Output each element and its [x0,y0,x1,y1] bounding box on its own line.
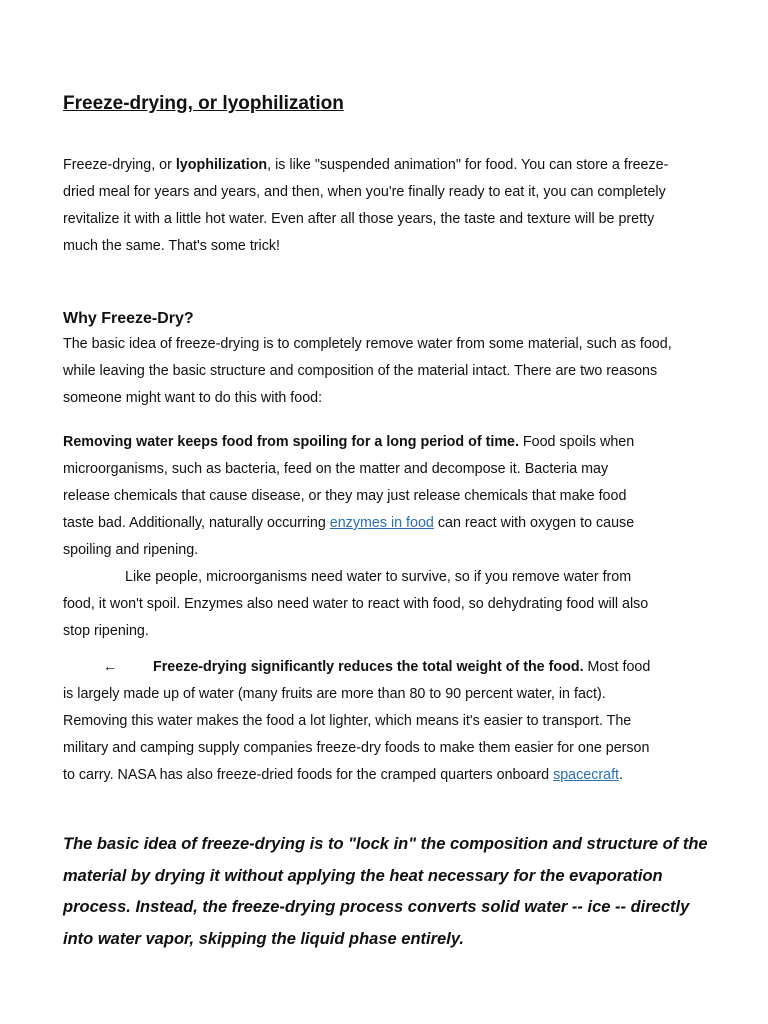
spoil-text: can react with oxygen to cause [433,515,635,531]
weight-text: Most food [583,659,651,675]
intro-line-1 [63,152,713,179]
intro-line-4: much the same. That's some trick! [63,238,280,254]
spoil-line-1 [63,429,713,456]
emphasis-line-3: process. Instead, the freeze-drying process converts solid water -- ice -- directly [63,898,690,916]
weight-line-3: Removing this water makes the food a lot lighter, which means it's easier to transport. The [63,713,632,729]
spoil-line-4 [63,510,713,537]
weight-bold-lead: Freeze-drying significantly reduces the total weight of the food. [153,659,584,675]
emphasis-paragraph [63,829,723,955]
emphasis-line-2: material by drying it without applying the heat necessary for the evaporation [63,866,663,885]
spoil-bold-lead: Removing water keeps food from spoiling for a long period of time. [63,434,519,450]
why-paragraph [63,331,713,412]
why-line-1: The basic idea of freeze-drying is to completely remove water from some material, such as food, [63,336,672,352]
weight-text: to carry. NASA has also freeze-dried foods for the cramped quarters onboard [63,767,554,783]
spacecraft-link[interactable]: spacecraft [553,767,620,783]
spoil-paragraph [63,429,713,645]
left-arrow-icon: ← [103,659,118,675]
spoil-line-6 [63,564,713,591]
emphasis-line-1: The basic idea of freeze-drying is to "lock in" the composition and structure of the [63,835,708,853]
spoil-text: taste bad. Additionally, naturally occurring [63,515,330,531]
intro-paragraph [63,152,713,260]
section-heading-why: Why Freeze-Dry? [63,310,194,327]
spoil-line-3: release chemicals that cause disease, or they may just release chemicals that make food [63,488,627,504]
intro-line-2: dried meal for years and years, and then, when you're finally ready to eat it, you can completely [63,184,666,200]
intro-text: , is like "suspended animation" for food. You can store a freeze- [267,157,669,173]
weight-paragraph [63,654,713,789]
intro-line-3: revitalize it with a little hot water. Even after all those years, the taste and texture will be pretty [63,211,655,227]
weight-line-5 [63,762,713,789]
spoil-line-2: microorganisms, such as bacteria, feed on the matter and decompose it. Bacteria may [63,461,609,477]
enzymes-in-food-link[interactable]: enzymes in food [329,515,434,531]
spoil-line-8: stop ripening. [63,623,149,639]
why-line-3: someone might want to do this with food: [63,390,323,406]
weight-line-2: is largely made up of water (many fruits are more than 80 to 90 percent water, in fact). [63,686,606,702]
why-line-2: while leaving the basic structure and composition of the material intact. There are two reasons [63,363,658,379]
intro-text: Freeze-drying, or [63,157,176,173]
spoil-text: Like people, microorganisms need water to survive, so if you remove water from [125,569,632,585]
weight-line-4: military and camping supply companies freeze-dry foods to make them easier for one person [63,740,650,756]
spoil-line-7: food, it won't spoil. Enzymes also need water to react with food, so dehydrating food will also [63,596,649,612]
spoil-line-5: spoiling and ripening. [63,542,199,558]
weight-text: . [619,767,624,783]
spoil-text: Food spoils when [518,434,635,450]
page-title: Freeze-drying, or lyophilization [63,93,344,114]
intro-bold-term: lyophilization [175,157,268,173]
emphasis-line-4: into water vapor, skipping the liquid phase entirely. [63,929,464,948]
weight-line-1 [63,654,713,681]
